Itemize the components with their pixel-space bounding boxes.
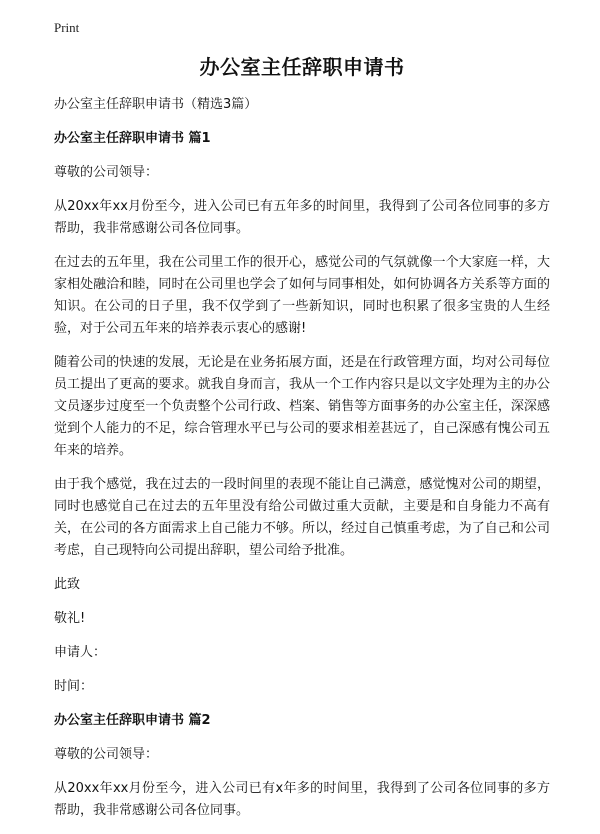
salutation-1: 尊敬的公司领导： (54, 165, 159, 180)
paragraph-2-1: 从20xx年xx月份至今，进入公司已有x年多的时间里，我得到了公司各位同事的多方帮助，我非常感谢公司各位同事。 (54, 781, 550, 818)
section-heading-2: 办公室主任辞职申请书 篇2 (54, 713, 211, 728)
paragraph-1-1: 从20xx年xx月份至今，进入公司已有五年多的时间里，我得到了公司各位同事的多方帮助，我非常感谢公司各位同事。 (54, 199, 550, 236)
section-heading-1: 办公室主任辞职申请书 篇1 (54, 131, 211, 146)
print-link[interactable]: Print (54, 20, 80, 35)
document-subtitle: 办公室主任辞职申请书（精选3篇） (54, 97, 258, 112)
paragraph-1-4: 由于我个感觉，我在过去的一段时间里的表现不能让自己满意，感觉愧对公司的期望，同时也感觉自己在过去的五年里没有给公司做过重大贡献，主要是和自身能力不高有关，在公司的各方面需求上自己能力不够。所以，经过自己慎重考虑，为了自己和公司考虑，自己现特向公司提出辞职，望公司给予批准。 (54, 477, 550, 558)
applicant-label: 申请人： (54, 645, 107, 660)
time-label: 时间： (54, 679, 94, 694)
regards-line: 敬礼! (54, 611, 86, 626)
paragraph-1-3: 随着公司的快速的发展，无论是在业务拓展方面，还是在行政管理方面，均对公司每位员工提出了更高的要求。就我自身而言，我从一个工作内容只是以文字处理为主的办公文员逐步过度至一个负责整个公司行政、档案、销售等方面事务的办公室主任，深深感觉到个人能力的不足，综合管理水平已与公司的要求相差甚远了，自己深感有愧公司五年来的培养。 (54, 355, 550, 458)
salutation-2: 尊敬的公司领导： (54, 747, 159, 762)
document-body (54, 52, 550, 834)
closing-line: 此致 (54, 577, 81, 592)
paragraph-1-2: 在过去的五年里，我在公司里工作的很开心，感觉公司的气氛就像一个大家庭一样，大家相处融洽和睦，同时在公司里也学会了如何与同事相处，如何协调各方关系等方面的知识。在公司的日子里，我不仅学到了一些新知识，同时也积累了很多宝贵的人生经验，对于公司五年来的培养表示衷心的感谢! (54, 255, 550, 336)
document-title: 办公室主任辞职申请书 (199, 55, 405, 79)
